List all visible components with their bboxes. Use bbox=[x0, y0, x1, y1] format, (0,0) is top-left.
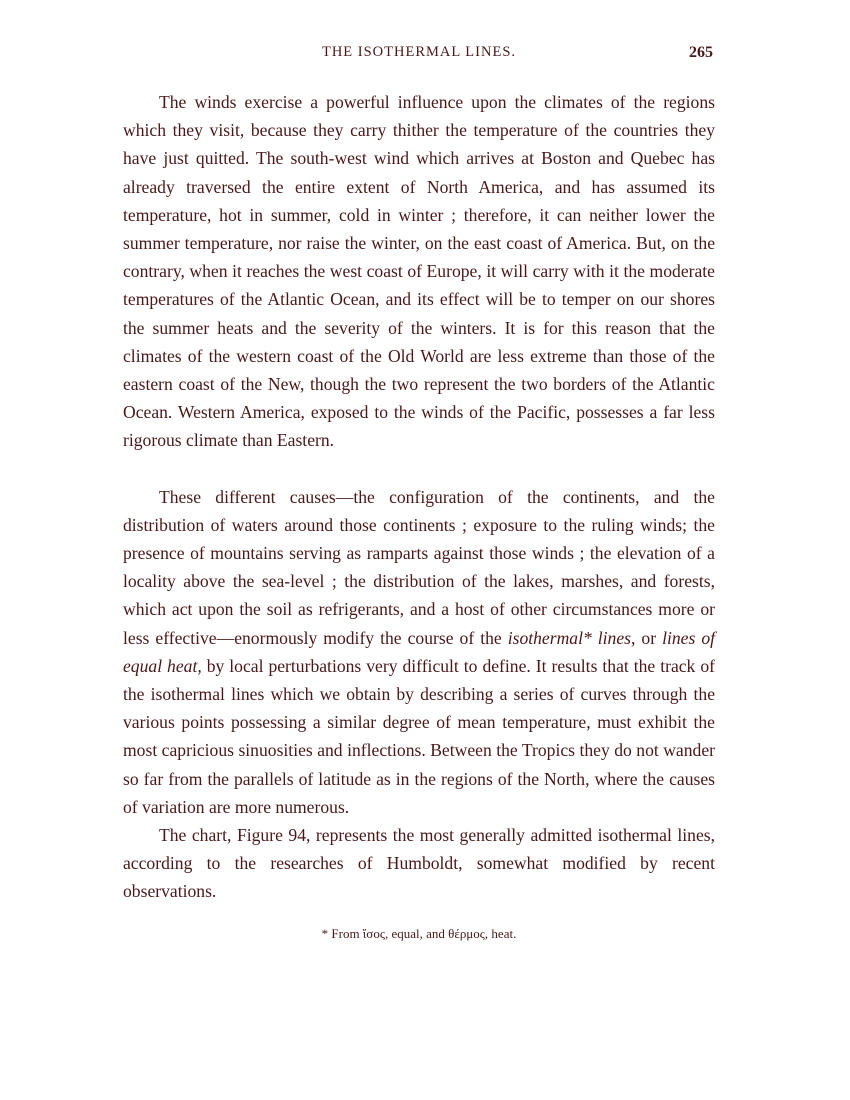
paragraph-causes-text-1: These different causes—the configuration of the continents, and the distribution of waters around those continents ; exposure to the ruling winds; the presence of mountains serving as ramparts against those winds ; the elevation of a locality above the sea-level ; the distribution of the lakes, marshes, and forests, which act upon the soil as refrigerants, and a host of other circumstances more or less effective—enormously modify the course of the bbox=[123, 486, 715, 648]
running-head bbox=[123, 44, 715, 70]
paragraph-winds: The winds exercise a powerful influence upon the climates of the regions which they visit, because they carry thither the temperature of the countries they have just quitted. The south-west wind which arrives at Boston and Quebec has already traversed the entire extent of North America, and has assumed its temperature, hot in summer, cold in winter ; therefore, it can neither lower the summer temperature, nor raise the winter, on the east coast of America. But, on the contrary, when it reaches the west coast of Europe, it will carry with it the moderate temperatures of the Atlantic Ocean, and its effect will be to temper on our shores the summer heats and the severity of the winters. It is for this reason that the climates of the western coast of the Old World are less extreme than those of the eastern coast of the New, though the two represent the two borders of the Atlantic Ocean. Western America, exposed to the winds of the Pacific, possesses a far less rigorous climate than Eastern. bbox=[123, 92, 715, 451]
paragraph-causes-text-2: , or bbox=[631, 627, 663, 648]
running-title: THE ISOTHERMAL LINES. bbox=[321, 44, 517, 60]
paragraph-causes bbox=[123, 483, 715, 821]
isothermal-lines-term: isothermal* lines bbox=[507, 627, 631, 648]
paragraph-chart: The chart, Figure 94, represents the most generally admitted isothermal lines, according to the researches of Humboldt, somewhat modified by recent observations. bbox=[123, 825, 715, 902]
body-text bbox=[123, 88, 715, 948]
footnote: * From ἴσος, equal, and θέρμος, heat. bbox=[321, 925, 517, 941]
paragraph-causes-text-3: by local perturbations very difficult to define. It results that the track of the isothermal lines which we obtain by describing a series of curves through the various points possessing a similar degree of mean temperature, must exhibit the most capricious sinuosities and inflections. Between the Tropics they do not wander so far from the parallels of latitude as in the regions of the North, where the causes of variation are more numerous. bbox=[123, 655, 715, 817]
page-number: 265 bbox=[689, 44, 713, 61]
book-page bbox=[123, 44, 715, 948]
lines-of-equal-heat-term: lines of equal heat, bbox=[123, 627, 715, 676]
